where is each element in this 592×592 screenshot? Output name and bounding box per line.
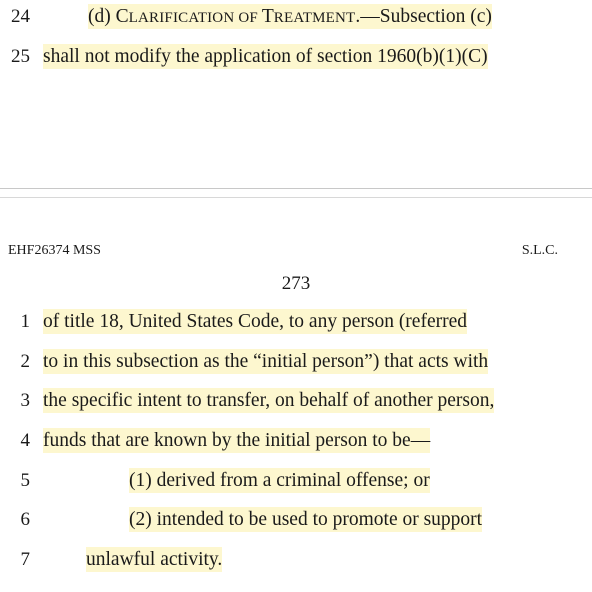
line-2 [0, 347, 592, 377]
line-number: 4 [20, 430, 30, 451]
line-1 [0, 307, 592, 337]
line-text: of title 18, United States Code, to any person (referred [43, 311, 468, 332]
page-number: 273 [281, 273, 311, 294]
line-number: 24 [11, 6, 30, 27]
line-text: (1) derived from a criminal offense; or [129, 470, 430, 491]
line-text: (2) intended to be used to promote or support [129, 509, 483, 530]
clarification-heading: (d) CLARIFICATION OF TREATMENT.—Subsection (c) [88, 6, 492, 27]
line-25 [0, 42, 592, 72]
line-7 [0, 545, 592, 575]
line-text: funds that are known by the initial person to be— [43, 430, 431, 451]
line-3 [0, 386, 592, 416]
line-text: shall not modify the application of section 1960(b)(1)(C) [43, 46, 488, 67]
line-number: 3 [20, 390, 30, 411]
page-break [0, 188, 592, 198]
line-6 [0, 505, 592, 535]
line-number: 25 [11, 46, 30, 67]
line-number: 2 [20, 351, 30, 372]
line-5 [0, 466, 592, 496]
line-number: 5 [20, 470, 30, 491]
line-text: unlawful activity. [86, 549, 223, 570]
line-24 [0, 2, 592, 32]
line-number: 1 [20, 311, 30, 332]
line-number: 6 [20, 509, 30, 530]
line-number: 7 [20, 549, 30, 570]
previous-page [0, 0, 592, 188]
line-text: to in this subsection as the “initial person”) that acts with [43, 351, 489, 372]
document-status: S.L.C. [521, 243, 558, 258]
line-text: the specific intent to transfer, on behalf of another person, [43, 390, 495, 411]
document-id: EHF26374 MSS [8, 243, 101, 258]
line-4 [0, 426, 592, 456]
